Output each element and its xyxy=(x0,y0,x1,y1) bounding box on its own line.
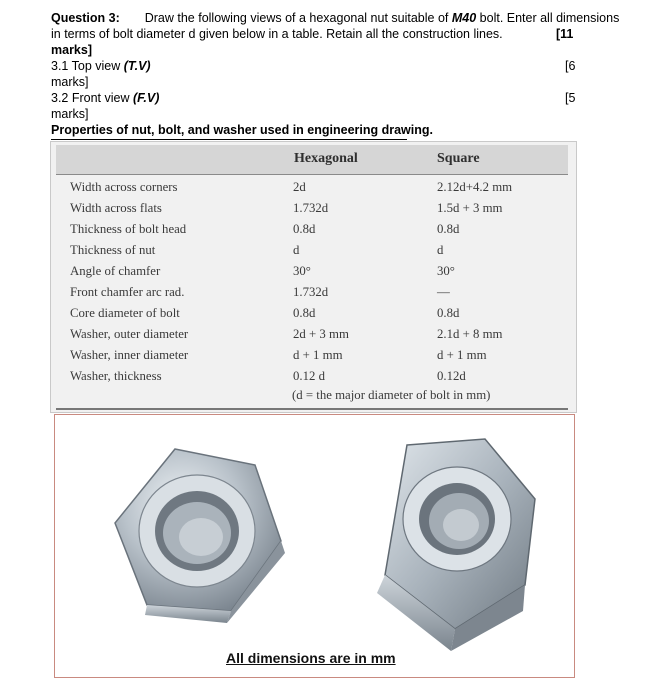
header-square: Square xyxy=(437,151,480,166)
header-hexagonal: Hexagonal xyxy=(294,151,358,166)
part-top-view-marks-open: [6 xyxy=(565,59,576,73)
nut-right xyxy=(377,439,535,651)
row-hex-value: 2d + 3 mm xyxy=(293,327,349,341)
dimensions-caption: All dimensions are in mm xyxy=(226,650,396,666)
row-square-value: 1.5d + 3 mm xyxy=(437,201,503,215)
row-label: Washer, outer diameter xyxy=(70,327,189,341)
row-square-value: 2.12d+4.2 mm xyxy=(437,180,513,194)
row-square-value: d xyxy=(437,243,444,257)
row-hex-value: 1.732d xyxy=(293,285,329,299)
part-front-view xyxy=(51,91,159,106)
properties-heading: Properties of nut, bolt, and washer used in engineering drawing. xyxy=(51,123,433,137)
table-footnote: (d = the major diameter of bolt in mm) xyxy=(292,388,491,402)
question-text-before: Draw the following views of a hexagonal nut suitable of xyxy=(144,11,452,25)
row-label: Width across flats xyxy=(70,201,162,215)
row-hex-value: d xyxy=(293,243,300,257)
question-line-2: in terms of bolt diameter d given below in a table. Retain all the construction lines. xyxy=(51,27,503,41)
part-front-view-abbr: (F.V) xyxy=(132,91,160,105)
row-square-value: 0.12d xyxy=(437,369,466,383)
hex-nuts-illustration xyxy=(55,415,574,677)
part-top-view xyxy=(51,59,151,74)
row-label: Front chamfer arc rad. xyxy=(70,285,185,299)
nut-left xyxy=(115,449,285,623)
row-label: Width across corners xyxy=(70,180,178,194)
row-label: Angle of chamfer xyxy=(70,264,161,278)
part-front-view-prefix: 3.2 Front view xyxy=(51,91,133,105)
row-square-value: d + 1 mm xyxy=(437,348,487,362)
question-line-1 xyxy=(51,11,619,26)
row-label: Thickness of bolt head xyxy=(70,222,187,236)
row-label: Thickness of nut xyxy=(70,243,156,257)
heading-underline xyxy=(51,139,407,140)
row-square-value: 2.1d + 8 mm xyxy=(437,327,503,341)
row-label: Washer, inner diameter xyxy=(70,348,189,362)
row-hex-value: 0.8d xyxy=(293,306,316,320)
part-top-view-abbr: (T.V) xyxy=(123,59,151,73)
part-top-view-prefix: 3.1 Top view xyxy=(51,59,124,73)
part-top-view-marks-close: marks] xyxy=(51,75,89,89)
part-front-view-marks-close: marks] xyxy=(51,107,89,121)
row-hex-value: d + 1 mm xyxy=(293,348,343,362)
part-front-view-marks-open: [5 xyxy=(565,91,576,105)
bolt-size: M40 xyxy=(451,11,477,25)
question-text-after: bolt. Enter all dimensions xyxy=(476,11,620,25)
row-square-value: 30° xyxy=(437,264,455,278)
row-hex-value: 1.732d xyxy=(293,201,329,215)
row-square-value: — xyxy=(437,285,450,299)
row-label: Core diameter of bolt xyxy=(70,306,180,320)
row-square-value: 0.8d xyxy=(437,222,460,236)
nuts-photo xyxy=(54,414,575,678)
question-label: Question 3: xyxy=(51,11,120,25)
total-marks-open: [11 xyxy=(556,27,574,41)
row-hex-value: 0.12 d xyxy=(293,369,325,383)
row-square-value: 0.8d xyxy=(437,306,460,320)
row-hex-value: 2d xyxy=(293,180,306,194)
row-hex-value: 30° xyxy=(293,264,311,278)
row-hex-value: 0.8d xyxy=(293,222,316,236)
row-label: Washer, thickness xyxy=(70,369,162,383)
table-header-rule xyxy=(56,174,568,175)
total-marks-close: marks] xyxy=(51,43,92,57)
table-bottom-rule xyxy=(56,408,568,410)
